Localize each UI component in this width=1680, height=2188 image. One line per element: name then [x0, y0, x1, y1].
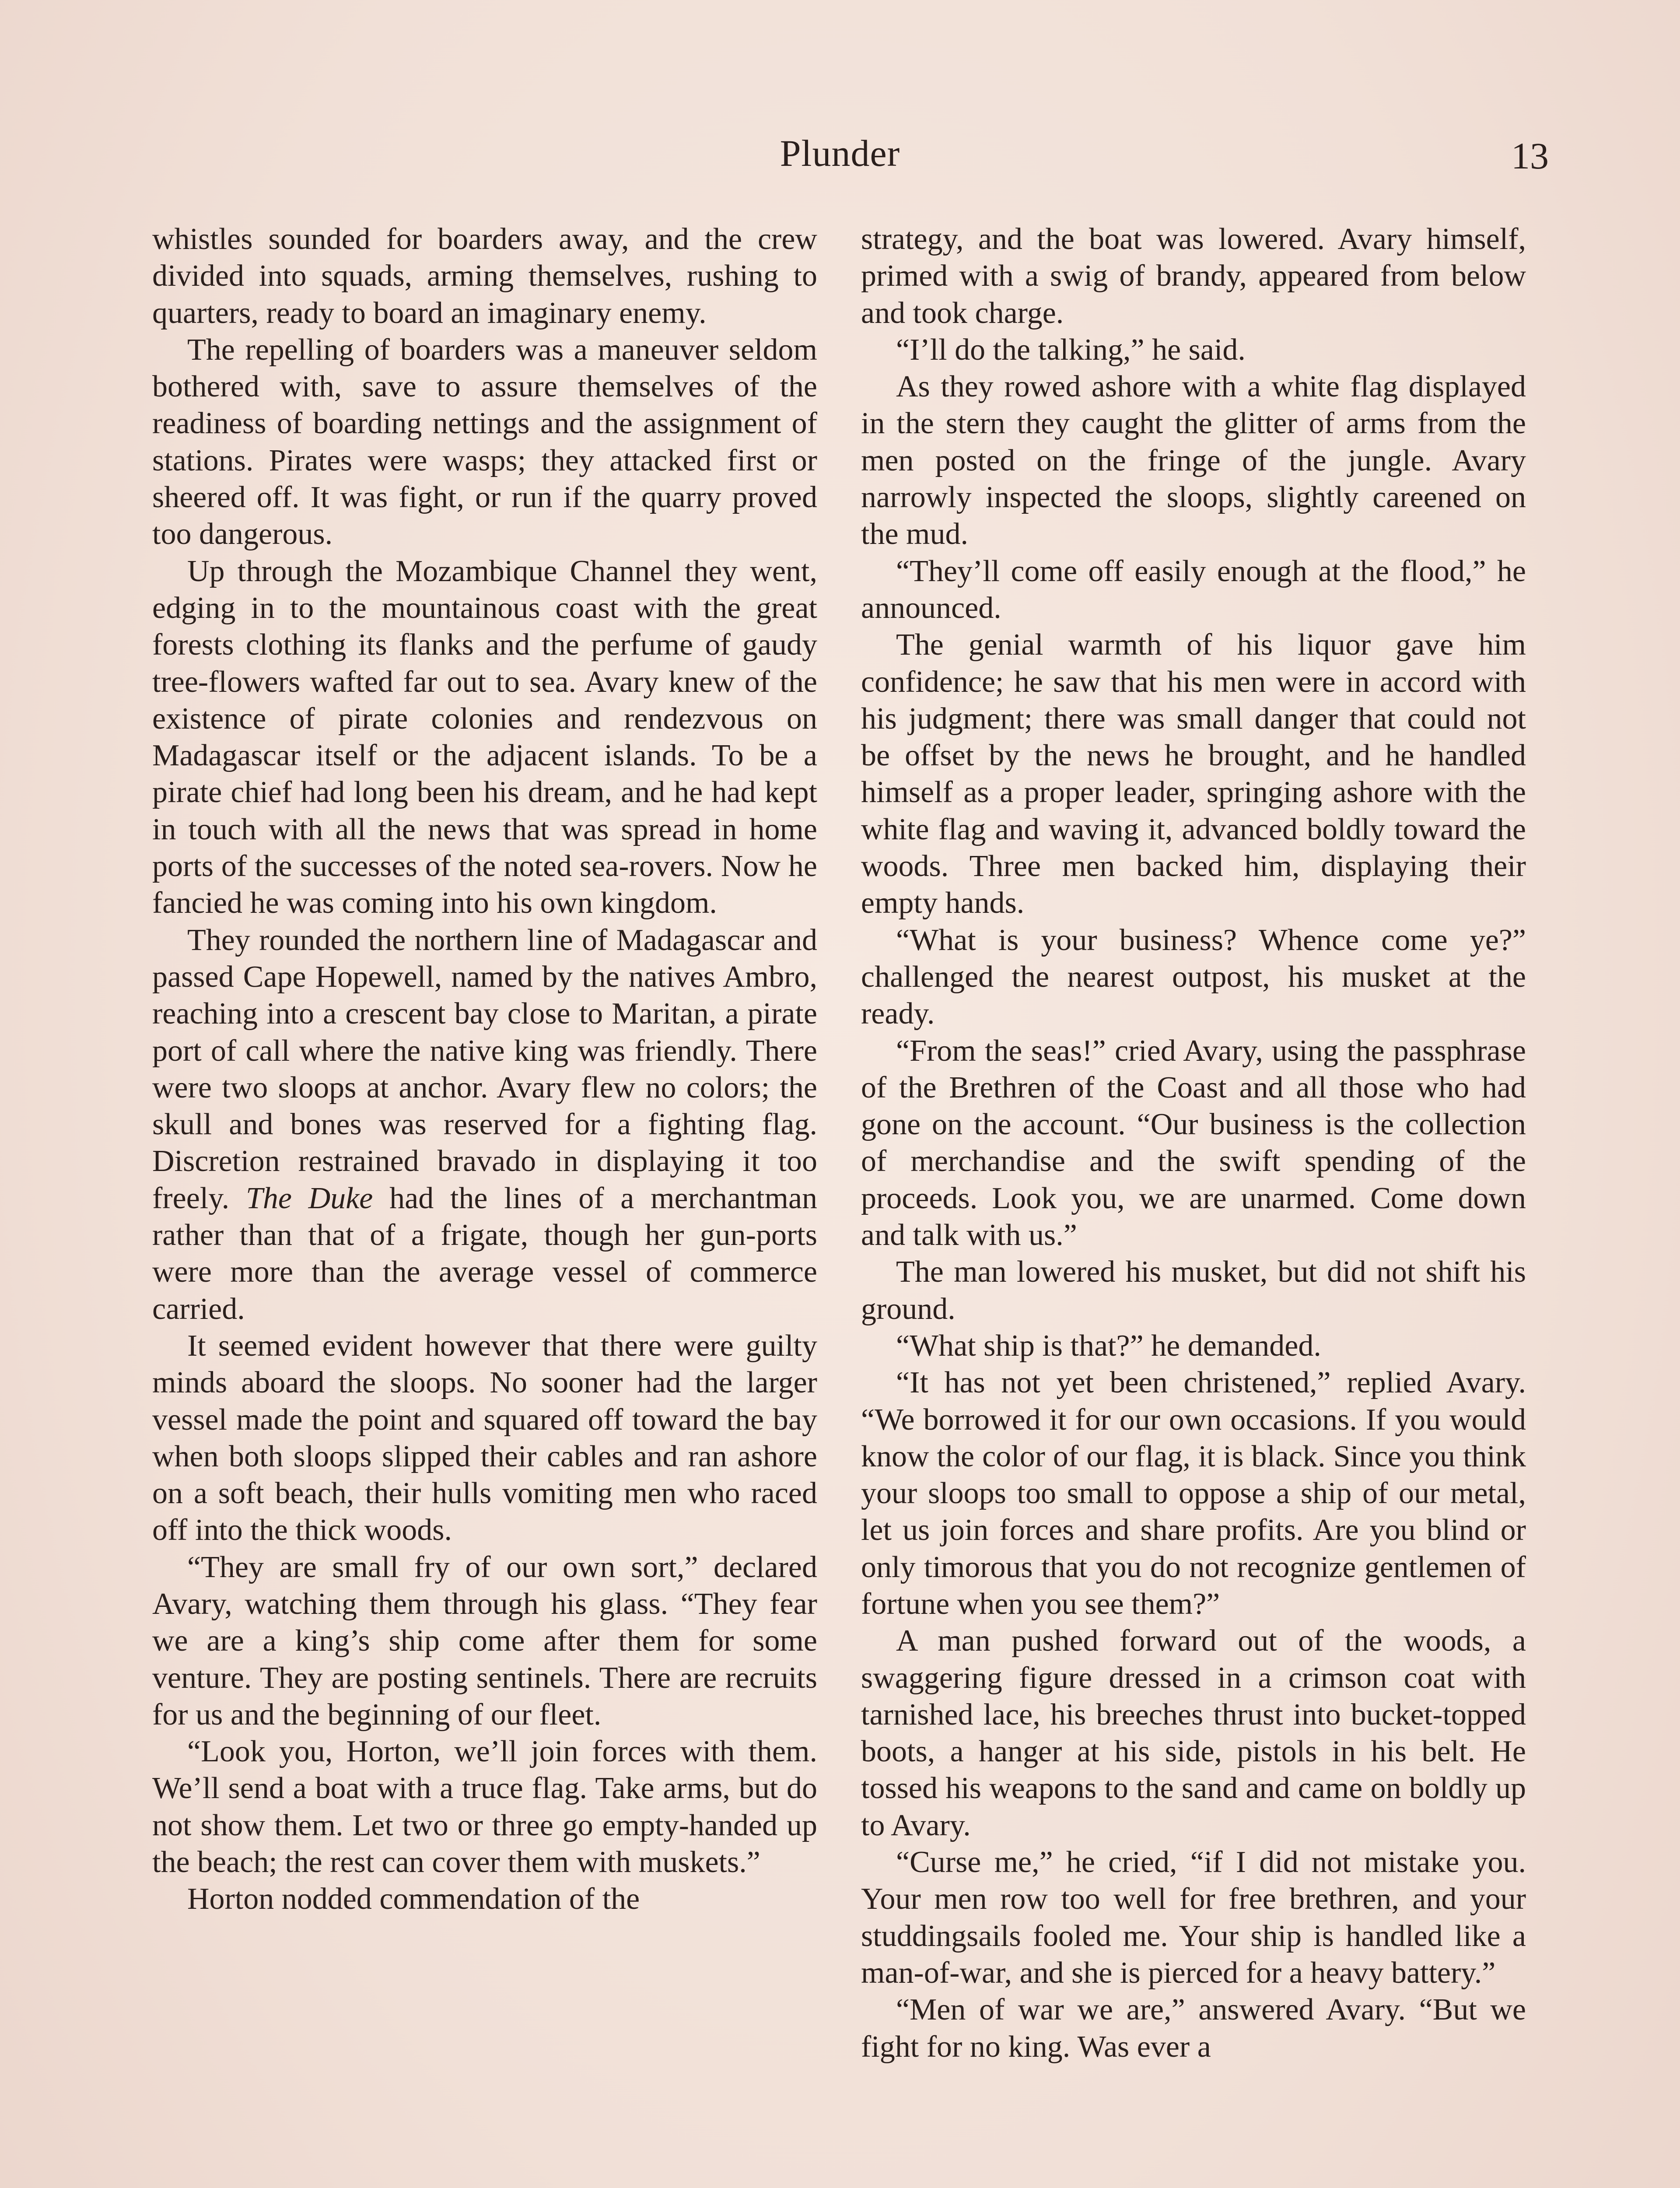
paragraph: A man pushed forward out of the woods, a swaggering figure dressed in a crimson coat with tarnished lace, his breeches thrust into bucket-topped boots, a hanger at his side, pistols in his belt. He tossed his weapons to the sand and came on boldly up to Avary.: [861, 1624, 1526, 1842]
paragraph: “They’ll come off easily enough at the flood,” he announced.: [861, 554, 1526, 625]
paragraph: Horton nodded commendation of the: [187, 1882, 640, 1916]
paragraph: It seemed evident however that there were guilty minds aboard the sloops. No sooner had the larger vessel made the point and squared off toward the bay when both sloops slipped their cables and ran ashore on a soft beach, their hulls vomiting men who raced off into the thick woods.: [152, 1329, 817, 1547]
paragraph: whistles sounded for boarders away, and the crew divided into squads, arming themselves, rushing to quarters, ready to board an imaginary enemy.: [152, 222, 817, 330]
paragraph: The repelling of boarders was a maneuver seldom bothered with, save to assure themselves of the readiness of boarding nettings and the assignment of stations. Pirates were wasps; they attacked first or sheered off. It was fight, or run if the quarry proved too dangerous.: [152, 333, 817, 551]
running-header-title: Plunder: [780, 132, 900, 174]
paragraph-text: had the lines of a merchantman rather than that of a frigate, though her gun-ports were more than the average vessel of commerce carried.: [152, 1181, 818, 1326]
paragraph: Up through the Mozambique Channel they went, edging in to the mountainous coast with the great forests clothing its flanks and the perfume of gaudy tree-flowers wafted far out to sea. Avary knew of the existence of pirate colonies and rendezvous on Madagascar itself or the adjacent islands. To be a pirate chief had long been his dream, and he had kept in touch with all the news that was spread in home ports of the successes of the noted sea-rovers. Now he fancied he was coming into his own kingdom.: [152, 554, 817, 920]
paragraph: “Men of war we are,” answered Avary. “But we fight for no king. Was ever a: [861, 1993, 1526, 2064]
paragraph: “They are small fry of our own sort,” declared Avary, watching them through his glass. “They fear we are a king’s ship come after them for some venture. They are posting sentinels. There are recruits for us and the beginning of our fleet.: [152, 1550, 817, 1732]
ship-name: The Duke: [245, 1181, 373, 1215]
paragraph: “It has not yet been christened,” replied Avary. “We borrowed it for our own occasions. If you would know the color of our flag, it is black. Since you think your sloops too small to oppose a ship of our metal, let us join forces and share profits. Are you blind or only timorous that you do not recognize gentlemen of fortune when you see them?”: [861, 1366, 1526, 1621]
paragraph-text: They rounded the northern line of Madagascar and passed Cape Hopewell, named by the natives Ambro, reaching into a crescent bay close to Maritan, a pirate port of call where the native king was friendly. There were two sloops at anchor. Avary flew no colors; the skull and bones was reserved for a fighting flag. Discretion restrained bravado in displaying it too freely.: [152, 923, 817, 1215]
paragraph: “What is your business? Whence come ye?” challenged the nearest outpost, his musket at the ready.: [861, 923, 1526, 1031]
paragraph: “Curse me,” he cried, “if I did not mistake you. Your men row too well for free brethren, and your studdingsails fooled me. Your ship is handled like a man-of-war, and she is pierced for a heavy battery.”: [861, 1845, 1526, 1990]
left-column: [152, 221, 817, 1918]
paragraph: [152, 922, 817, 1328]
paragraph: strategy, and the boat was lowered. Avary himself, primed with a swig of brandy, appeared from below and took charge.: [861, 222, 1526, 330]
paragraph: The genial warmth of his liquor gave him confidence; he saw that his men were in accord with his judgment; there was small danger that could not be offset by the news he brought, and he handled himself as a proper leader, springing ashore with the white flag and waving it, advanced boldly toward the woods. Three men backed him, displaying their empty hands.: [861, 628, 1526, 920]
paragraph: “Look you, Horton, we’ll join forces with them. We’ll send a boat with a truce flag. Take arms, but do not show them. Let two or three go empty-handed up the beach; the rest can cover them with muskets.”: [152, 1735, 817, 1879]
paragraph: As they rowed ashore with a white flag displayed in the stern they caught the glitter of arms from the men posted on the fringe of the jungle. Avary narrowly inspected the sloops, slightly careened on the mud.: [861, 370, 1526, 551]
paragraph: “What ship is that?” he demanded.: [896, 1329, 1321, 1363]
paragraph: “From the seas!” cried Avary, using the passphrase of the Brethren of the Coast and all those who had gone on the account. “Our business is the collection of merchandise and the swift spending of the proceeds. Look you, we are unarmed. Come down and talk with us.”: [861, 1034, 1526, 1252]
right-column: [861, 221, 1526, 2065]
page-number: 13: [1511, 135, 1549, 177]
paragraph: The man lowered his musket, but did not shift his ground.: [861, 1255, 1526, 1326]
paragraph: “I’ll do the talking,” he said.: [896, 333, 1246, 367]
